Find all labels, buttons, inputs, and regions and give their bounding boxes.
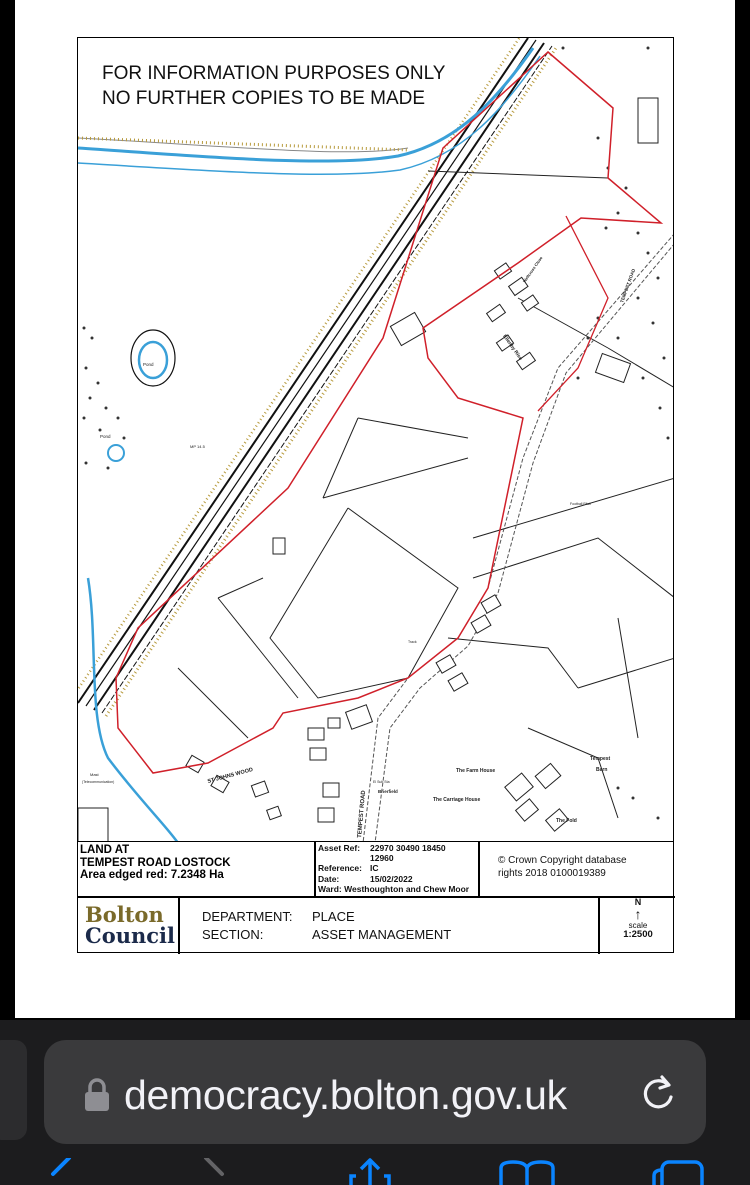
map-label-football-pitch: Football Pitch	[570, 502, 592, 506]
map-label-pond: Pond	[143, 362, 154, 367]
map-label-tempest-road: TEMPEST ROAD	[357, 790, 368, 839]
scale-label: scale	[628, 921, 648, 930]
back-icon[interactable]	[45, 1158, 75, 1185]
scale-value: 1:2500	[623, 929, 653, 940]
map-label-brierfield: Brierfield	[378, 789, 398, 794]
bookmarks-icon[interactable]	[498, 1158, 556, 1185]
forward-icon[interactable]	[200, 1158, 230, 1185]
map-label-barn: Barn	[596, 767, 608, 773]
divider	[598, 896, 600, 954]
north-arrow-scale	[603, 898, 673, 939]
reference-value: IC	[370, 863, 379, 874]
address-bar[interactable]	[44, 1040, 706, 1144]
reference-label: Reference:	[318, 863, 362, 874]
logo-line-2: Council	[85, 923, 175, 948]
top-road	[78, 138, 408, 152]
asset-ref-value: 22970 30490 18450	[370, 843, 446, 853]
pond-water	[139, 342, 167, 378]
asset-details	[318, 843, 469, 894]
north-arrow-icon: ↑	[634, 906, 642, 922]
map-label-carriage-house: The Carriage House	[433, 797, 481, 803]
map-label-tempest-road-ne: TEMPEST ROAD	[619, 268, 637, 304]
map-label-mast: Mast	[90, 772, 99, 777]
divider	[78, 896, 675, 898]
map-label-el-sub: El Sub Sta	[373, 780, 390, 784]
building-footprints	[78, 98, 658, 842]
bolton-council-logo	[85, 904, 175, 946]
url-text: democracy.bolton.gov.uk	[124, 1072, 567, 1118]
land-area: Area edged red: 7.2348 Ha	[80, 869, 224, 881]
copyright-line-2: rights 2018 0100019389	[498, 868, 606, 879]
department-details	[202, 908, 451, 943]
notice-line-1: FOR INFORMATION PURPOSES ONLY	[102, 63, 446, 84]
map-label-ellenby-rise: Ellenby Rise	[501, 333, 524, 362]
north-label: N	[634, 897, 642, 907]
ward: Ward: Westhoughton and Chew Moor	[318, 883, 470, 894]
tabs-icon[interactable]	[650, 1158, 710, 1185]
map-label-tempest: Tempest	[590, 756, 611, 762]
divider	[314, 842, 316, 896]
map-label-st-johns-wood: ST JOHNS WOOD	[206, 767, 254, 785]
copyright-notice	[498, 854, 658, 880]
land-details	[80, 844, 231, 882]
embankment-hatching	[106, 48, 556, 716]
map-label-mp: MP 14.5	[190, 444, 205, 449]
divider	[178, 896, 180, 954]
tree-symbols	[83, 47, 670, 820]
field-boundaries	[178, 171, 674, 818]
land-location: TEMPEST ROAD LOSTOCK	[80, 856, 231, 869]
map-label-pond2: Pond	[100, 434, 111, 439]
share-icon[interactable]	[348, 1158, 392, 1185]
map-label-track: Track	[408, 640, 417, 644]
plan-info-panel	[77, 841, 674, 953]
previous-tab-preview[interactable]	[0, 1040, 27, 1140]
date-label: Date:	[318, 873, 340, 884]
map-label-wellcross-close: Wellcross Close	[521, 255, 544, 284]
browser-toolbar	[0, 1020, 750, 1185]
map-label-mast-telecom: (Telecommunication)	[82, 780, 115, 784]
date-value: 15/02/2022	[370, 873, 413, 884]
department-value: PLACE	[312, 909, 355, 924]
department-label: DEPARTMENT:	[202, 909, 293, 924]
divider	[478, 842, 480, 896]
section-label: SECTION:	[202, 926, 264, 942]
map-label-group	[82, 255, 636, 838]
land-title: LAND AT	[80, 844, 130, 856]
map-label-farm-house: The Farm House	[456, 768, 496, 774]
information-notice	[102, 61, 445, 111]
lock-icon	[84, 1078, 110, 1112]
reload-icon[interactable]	[638, 1073, 678, 1113]
logo-line-1: Bolton	[85, 902, 164, 927]
site-boundary	[116, 52, 661, 773]
stream-west	[88, 578, 178, 842]
map-label-the-fold: The Fold	[556, 818, 577, 824]
site-boundary-inner	[538, 216, 608, 411]
site-plan-map	[77, 37, 674, 842]
railway-line	[78, 38, 552, 713]
map-drawing	[78, 38, 674, 842]
notice-line-2: NO FURTHER COPIES TO BE MADE	[102, 88, 426, 109]
section-value: ASSET MANAGEMENT	[312, 926, 452, 942]
asset-ref-label: Asset Ref:	[318, 843, 361, 853]
asset-ref-value-2: 12960	[370, 853, 394, 864]
small-pond	[108, 445, 124, 461]
copyright-line-1: © Crown Copyright database	[498, 855, 627, 866]
